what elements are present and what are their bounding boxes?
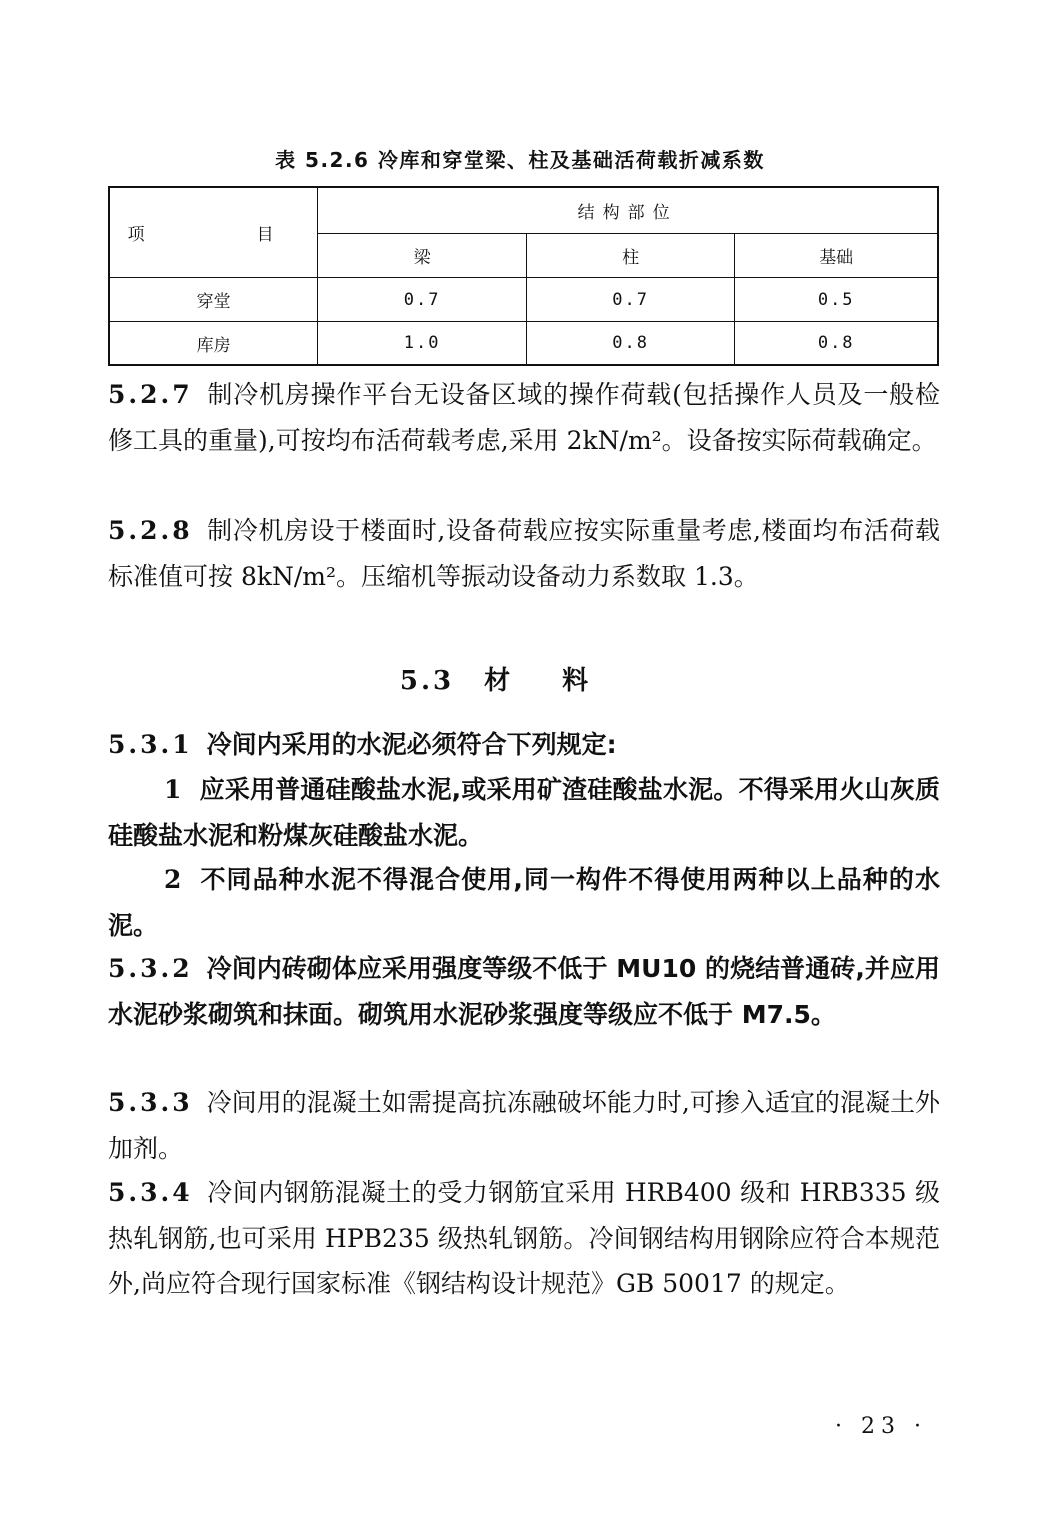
clause-text: 制冷机房操作平台无设备区域的操作荷载(包括操作人员及一般检修工具的重量),可按均布活荷载考虑,采用 2kN/m²。设备按实际荷载确定。 [108, 380, 940, 455]
item-text: 应采用普通硅酸盐水泥,或采用矿渣硅酸盐水泥。不得采用火山灰质硅酸盐水泥和粉煤灰硅酸盐水泥。 [108, 775, 940, 850]
clause-5-3-1-item-1 [108, 767, 940, 858]
header-beam: 梁 [318, 234, 527, 278]
section-title [0, 660, 1040, 697]
clause-5-3-4 [108, 1170, 940, 1307]
item-text: 不同品种水泥不得混合使用,同一构件不得使用两种以上品种的水泥。 [108, 865, 940, 940]
clause-number: 5.3.4 [108, 1178, 193, 1207]
table-cell: 0.7 [526, 278, 735, 322]
header-column: 柱 [526, 234, 735, 278]
clause-5-2-7 [108, 372, 940, 463]
reduction-coefficient-table [108, 186, 939, 366]
clause-text: 冷间用的混凝土如需提高抗冻融破坏能力时,可掺入适宜的混凝土外加剂。 [108, 1088, 940, 1163]
table-row [109, 278, 938, 322]
clause-number: 5.2.7 [108, 380, 193, 409]
item-number: 2 [164, 865, 182, 894]
page-number: · 23 · [835, 1414, 927, 1439]
clause-5-3-2 [108, 946, 940, 1037]
table-cell: 0.8 [526, 322, 735, 366]
clause-number: 5.3.1 [108, 730, 193, 759]
table-row [109, 322, 938, 366]
table-caption: 表 5.2.6 冷库和穿堂梁、柱及基础活荷载折减系数 [275, 148, 765, 172]
section-name: 材料 [484, 666, 641, 696]
table-cell: 0.7 [318, 278, 527, 322]
table-cell: 0.8 [735, 322, 938, 366]
section-number: 5.3 [399, 666, 455, 696]
header-structure-part: 结构部位 [318, 187, 938, 234]
clause-text: 冷间内钢筋混凝土的受力钢筋宜采用 HRB400 级和 HRB335 级热轧钢筋,也可采用 HPB235 级热轧钢筋。冷间钢结构用钢除应符合本规范外,尚应符合现行国家标准《钢结构设计规范》GB 50017 的规定。 [108, 1178, 940, 1298]
clause-text: 冷间内采用的水泥必须符合下列规定: [206, 730, 617, 759]
table-header-row [109, 187, 938, 234]
clause-number: 5.3.2 [108, 954, 193, 983]
header-foundation: 基础 [735, 234, 938, 278]
row-label: 穿堂 [109, 278, 318, 322]
clause-number: 5.3.3 [108, 1088, 193, 1117]
clause-text: 制冷机房设于楼面时,设备荷载应按实际重量考虑,楼面均布活荷载标准值可按 8kN/m²。压缩机等振动设备动力系数取 1.3。 [108, 516, 940, 591]
clause-5-3-1-item-2 [108, 857, 940, 948]
clause-5-2-8 [108, 508, 940, 599]
row-label: 库房 [109, 322, 318, 366]
table-cell: 1.0 [318, 322, 527, 366]
clause-text: 冷间内砖砌体应采用强度等级不低于 MU10 的烧结普通砖,并应用水泥砂浆砌筑和抹面。砌筑用水泥砂浆强度等级应不低于 M7.5。 [108, 954, 940, 1029]
clause-number: 5.2.8 [108, 516, 193, 545]
clause-5-3-3 [108, 1080, 940, 1171]
item-number: 1 [164, 775, 182, 804]
clause-5-3-1 [108, 722, 940, 768]
header-item-cell: 项 目 [109, 187, 318, 278]
table-cell: 0.5 [735, 278, 938, 322]
